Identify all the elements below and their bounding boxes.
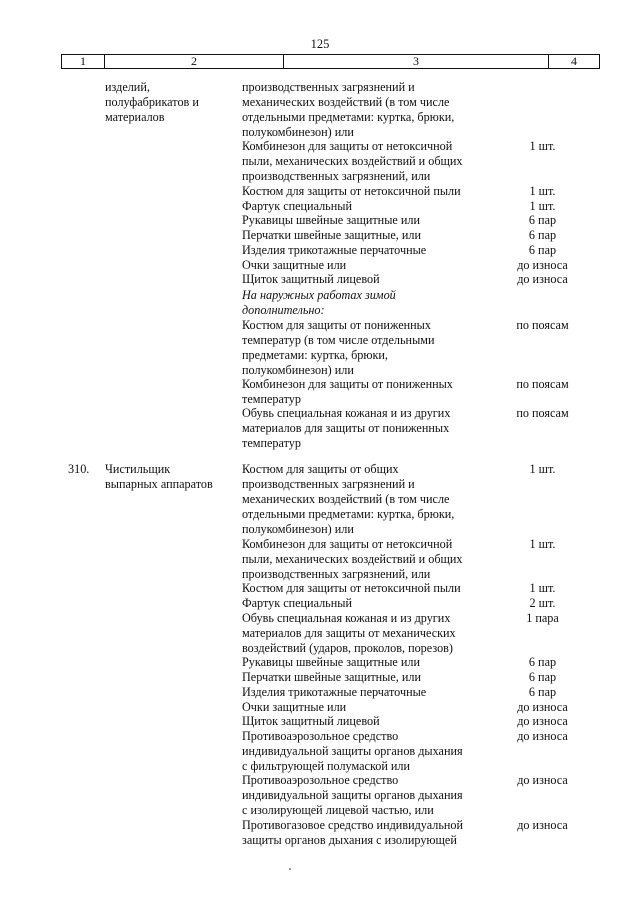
ppe-item-line: полукомбинезон) или: [242, 363, 354, 377]
ppe-quantity: 1 шт.: [529, 537, 556, 551]
ppe-quantity: 1 пара: [526, 611, 559, 625]
profession-name-line: полуфабрикатов и: [105, 95, 199, 109]
ppe-item-line: воздействий (ударов, проколов, порезов): [242, 641, 453, 655]
ppe-item-line: пыли, механических воздействий и общих: [242, 154, 463, 168]
profession-name-line: материалов: [105, 110, 165, 124]
ppe-item-line: Щиток защитный лицевой: [242, 272, 380, 286]
ppe-item-line: Фартук специальный: [242, 199, 352, 213]
ppe-item-line: Очки защитные или: [242, 700, 347, 714]
ppe-item-line: производственных загрязнений, или: [242, 567, 431, 581]
ppe-item-line: Рукавицы швейные защитные или: [242, 213, 420, 227]
ppe-item-line: механических воздействий (в том числе: [242, 492, 450, 506]
header-col-1: 1: [80, 54, 86, 68]
ppe-item-line: Фартук специальный: [242, 596, 352, 610]
ppe-item-line: Перчатки швейные защитные, или: [242, 670, 422, 684]
ppe-item-line: Обувь специальная кожаная и из других: [242, 406, 451, 420]
ppe-quantity: до износа: [517, 700, 568, 714]
header-col-2: 2: [191, 54, 197, 68]
ppe-quantity: по поясам: [516, 377, 569, 391]
ppe-item-line: Комбинезон для защиты от пониженных: [242, 377, 453, 391]
ppe-item-line: производственных загрязнений и: [242, 80, 415, 94]
ppe-item-line: Костюм для защиты от нетоксичной пыли: [242, 581, 461, 595]
ppe-quantity: 1 шт.: [529, 184, 556, 198]
ppe-item-line: с изолирующей лицевой частью, или: [242, 803, 434, 817]
ppe-item-line: Противоаэрозольное средство: [242, 773, 399, 787]
ppe-item-line: Противоаэрозольное средство: [242, 729, 399, 743]
ppe-quantity: 6 пар: [528, 655, 557, 669]
ppe-quantity: до износа: [517, 818, 568, 832]
ppe-item-line: производственных загрязнений, или: [242, 169, 431, 183]
header-col-4: 4: [571, 54, 577, 68]
scan-speck: [289, 868, 291, 870]
ppe-item-line: температур: [242, 436, 301, 450]
ppe-quantity: 6 пар: [528, 228, 557, 242]
ppe-item-line: Изделия трикотажные перчаточные: [242, 243, 427, 257]
ppe-quantity: 1 шт.: [529, 581, 556, 595]
ppe-quantity: 6 пар: [528, 243, 557, 257]
profession-name-line: выпарных аппаратов: [105, 477, 213, 491]
ppe-item-line: производственных загрязнений и: [242, 477, 415, 491]
ppe-item-line: полукомбинезон) или: [242, 522, 354, 536]
ppe-quantity: 2 шт.: [529, 596, 556, 610]
ppe-item-line: Комбинезон для защиты от нетоксичной: [242, 139, 453, 153]
ppe-quantity: 6 пар: [528, 670, 557, 684]
ppe-item-line: защиты органов дыхания с изолирующей: [242, 833, 457, 847]
profession-name-line: Чистильщик: [105, 462, 171, 476]
ppe-item-line: индивидуальной защиты органов дыхания: [242, 788, 463, 802]
ppe-item-line: материалов для защиты от пониженных: [242, 421, 450, 435]
ppe-item-line: Противогазовое средство индивидуальной: [242, 818, 464, 832]
ppe-quantity: до износа: [517, 773, 568, 787]
header-col-3: 3: [413, 54, 419, 68]
ppe-item-line: механических воздействий (в том числе: [242, 95, 450, 109]
ppe-item-line: Рукавицы швейные защитные или: [242, 655, 420, 669]
ppe-item-line: материалов для защиты от механических: [242, 626, 456, 640]
row-number: 310.: [68, 462, 90, 476]
ppe-item-line: пыли, механических воздействий и общих: [242, 552, 463, 566]
ppe-quantity: 6 пар: [528, 213, 557, 227]
ppe-item-line: Костюм для защиты от нетоксичной пыли: [242, 184, 461, 198]
ppe-item-line: предметами: куртка, брюки,: [242, 348, 388, 362]
table-header: [61, 54, 600, 69]
ppe-item-line: Перчатки швейные защитные, или: [242, 228, 422, 242]
ppe-quantity: 6 пар: [528, 685, 557, 699]
profession-name-line: изделий,: [105, 80, 150, 94]
ppe-item-line: Костюм для защиты от общих: [242, 462, 399, 476]
ppe-item-line: с фильтрующей полумаской или: [242, 759, 411, 773]
ppe-quantity: по поясам: [516, 318, 569, 332]
ppe-item-line: температур (в том числе отдельными: [242, 333, 435, 347]
ppe-quantity: по поясам: [516, 406, 569, 420]
ppe-item-line: Обувь специальная кожаная и из других: [242, 611, 451, 625]
ppe-item-line: Костюм для защиты от пониженных: [242, 318, 431, 332]
ppe-item-line: индивидуальной защиты органов дыхания: [242, 744, 463, 758]
ppe-quantity: до износа: [517, 258, 568, 272]
ppe-item-line: температур: [242, 392, 301, 406]
ppe-item-line: Очки защитные или: [242, 258, 347, 272]
ppe-quantity: до износа: [517, 272, 568, 286]
ppe-item-line: полукомбинезон) или: [242, 125, 354, 139]
page-number: 125: [310, 37, 330, 51]
ppe-item-line: дополнительно:: [242, 303, 325, 317]
ppe-quantity: 1 шт.: [529, 462, 556, 476]
ppe-quantity: до износа: [517, 714, 568, 728]
ppe-item-line: Щиток защитный лицевой: [242, 714, 380, 728]
ppe-item-line: Изделия трикотажные перчаточные: [242, 685, 427, 699]
ppe-item-line: отдельными предметами: куртка, брюки,: [242, 507, 455, 521]
ppe-item-line: Комбинезон для защиты от нетоксичной: [242, 537, 453, 551]
ppe-quantity: до износа: [517, 729, 568, 743]
ppe-quantity: 1 шт.: [529, 139, 556, 153]
ppe-item-line: отдельными предметами: куртка, брюки,: [242, 110, 455, 124]
ppe-item-line: На наружных работах зимой: [242, 288, 396, 302]
ppe-quantity: 1 шт.: [529, 199, 556, 213]
